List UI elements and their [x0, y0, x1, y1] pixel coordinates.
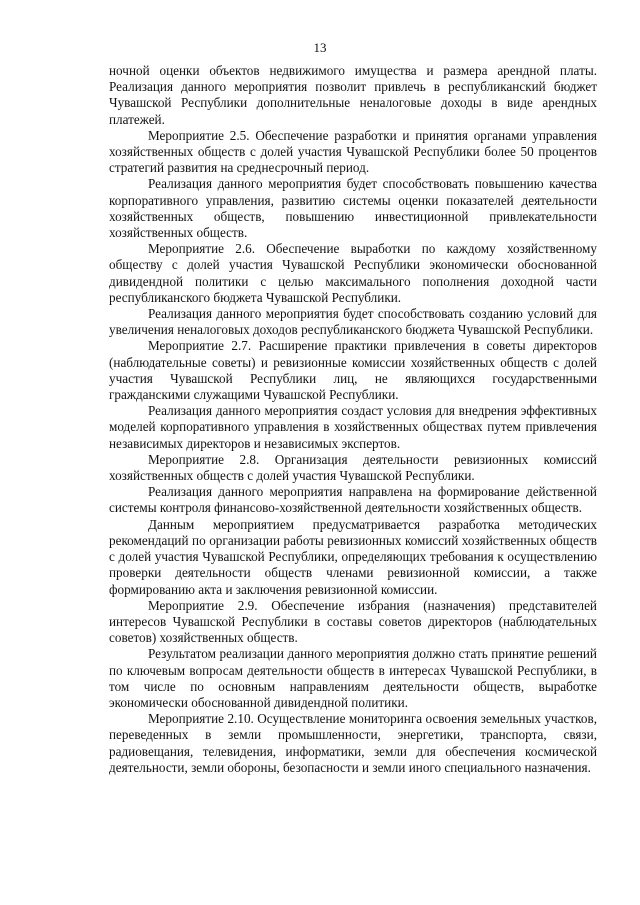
paragraph: Реализация данного мероприятия создаст условия для внедрения эффективных моделей корпоративного управления в хозяйственных обществах путем привлечения независимых директоров и независимых экспертов. [109, 403, 597, 451]
paragraph: ночной оценки объектов недвижимого имущества и размера арендной платы. Реализация данного мероприятия позволит привлечь в республиканский бюджет Чувашской Республики дополнительные неналоговые доходы в виде арендных платежей. [109, 63, 597, 127]
document-body [109, 63, 597, 776]
paragraph: Реализация данного мероприятия направлена на формирование действенной системы контроля финансово-хозяйственной деятельности хозяйственных обществ. [109, 484, 597, 516]
paragraph: Мероприятие 2.10. Осуществление мониторинга освоения земельных участков, переведенных в земли промышленности, энергетики, транспорта, связи, радиовещания, телевидения, информатики, земли для обеспечения космической деятельности, земли обороны, безопасности и земли иного специального назначения. [109, 711, 597, 775]
page-number: 13 [313, 40, 327, 55]
paragraph: Мероприятие 2.6. Обеспечение выработки по каждому хозяйственному обществу с долей участия Чувашской Республики экономически обоснованной дивидендной политики с целью максимального пополнения доходной части республиканского бюджета Чувашской Республики. [109, 241, 597, 305]
paragraph: Реализация данного мероприятия будет способствовать повышению качества корпоративного управления, развитию системы оценки показателей деятельности хозяйственных обществ, повышению инвестиционной привлекательности хозяйственных обществ. [109, 176, 597, 241]
paragraph: Результатом реализации данного мероприятия должно стать принятие решений по ключевым вопросам деятельности обществ в интересах Чувашской Республики, в том числе по основным направлениям деятельности обществ, выработке экономически обоснованной дивидендной политики. [109, 646, 597, 710]
paragraph: Данным мероприятием предусматривается разработка методических рекомендаций по организации работы ревизионных комиссий хозяйственных обществ с долей участия Чувашской Республики, определяющих требования к осуществлению проверки деятельности обществ членами ревизионной комиссии, а также формированию акта и заключения ревизионной комиссии. [109, 516, 597, 597]
paragraph: Мероприятие 2.9. Обеспечение избрания (назначения) представителей интересов Чувашской Республики в составы советов директоров (наблюдательных советов) хозяйственных обществ. [109, 597, 597, 646]
paragraph: Мероприятие 2.8. Организация деятельности ревизионных комиссий хозяйственных обществ с долей участия Чувашской Республики. [109, 451, 597, 484]
paragraph: Мероприятие 2.5. Обеспечение разработки и принятия органами управления хозяйственных обществ с долей участия Чувашской Республики более 50 процентов стратегий развития на среднесрочный период. [109, 127, 597, 176]
paragraph: Мероприятие 2.7. Расширение практики привлечения в советы директоров (наблюдательные советы) и ревизионные комиссии хозяйственных обществ с долей участия Чувашской Республики лиц, не являющихся государственными гражданскими служащими Чувашской Республики. [109, 338, 597, 403]
paragraph: Реализация данного мероприятия будет способствовать созданию условий для увеличения неналоговых доходов республиканского бюджета Чувашской Республики. [109, 306, 597, 338]
